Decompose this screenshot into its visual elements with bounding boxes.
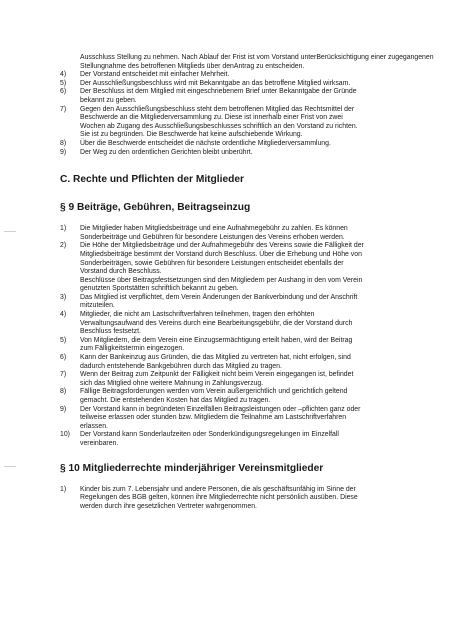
item-line: Sonderbeiträge und Gebühren für besondere Leistungen des Vereins erhoben werden. — [80, 233, 345, 241]
item-text — [80, 225, 438, 242]
item-number: 1) — [60, 225, 67, 233]
item-line: Der Vorstand entscheidet mit einfacher Mehrheit. — [80, 71, 230, 79]
list-item — [60, 431, 438, 448]
list-item — [60, 225, 438, 242]
item-line: erlassen. — [80, 422, 108, 430]
list-item — [60, 106, 438, 140]
item-line: Gegen den Ausschließungsbeschluss steht dem betroffenen Mitglied das Rechtsmittel der — [80, 105, 355, 113]
paragraph-10-heading: § 10 Mitgliederrechte minderjähriger Vereinsmitglieder — [60, 462, 324, 474]
list-exclusion-procedure — [60, 71, 438, 157]
item-line: Sonderbeiträgen, sowie Gebühren für besondere Leistungen entscheidet ebenfalls der — [80, 259, 344, 267]
item-text — [80, 80, 438, 89]
item-text — [80, 149, 438, 158]
item-number: 5) — [60, 336, 67, 344]
list-item — [60, 354, 438, 371]
item-text — [80, 242, 438, 294]
list-item — [60, 88, 438, 105]
item-line: sich das Mitglied ohne weitere Mahnung in Zahlungsverzug. — [80, 379, 264, 387]
item-number: 7) — [60, 371, 67, 379]
item-text — [80, 311, 438, 337]
item-number: 4) — [60, 311, 67, 319]
list-item — [60, 388, 438, 405]
intro-line: Antrag zu entscheiden. — [233, 62, 305, 70]
item-number: 3) — [60, 293, 67, 301]
section-heading: C. Rechte und Pflichten der Mitglieder — [60, 174, 244, 186]
item-line: Über die Beschwerde entscheidet die nächste ordentliche Mitgliederversammlung. — [80, 139, 331, 147]
item-line: bekannt zu geben. — [80, 96, 137, 104]
item-number: 6) — [60, 354, 67, 362]
item-line: zum Fälligkeitstermin eingezogen. — [80, 345, 185, 353]
item-line: Wenn der Beitrag zum Zeitpunkt der Fälligkeit nicht beim Verein eingegangen ist, befindet — [80, 371, 354, 379]
intro-paragraph — [80, 54, 438, 71]
item-line: Kinder bis zum 7. Lebensjahr und andere Personen, die als geschäftsunfähig im Sinne der — [80, 485, 356, 493]
item-line: Beschlüsse über Beitragsfestsetzungen sind den Mitgliedern per Aushang in den vom Verein — [80, 276, 363, 284]
item-number: 1) — [60, 485, 67, 493]
list-item — [60, 149, 438, 158]
list-item — [60, 294, 438, 311]
intro-line: Berücksichtigung einer zugegangenen Stellungnahme des betroffenen Mitglieds über den — [80, 54, 434, 70]
item-text — [80, 71, 438, 80]
item-text — [80, 371, 438, 388]
list-item — [60, 406, 438, 432]
item-line: Das Mitglied ist verpflichtet, dem Verein Änderungen der Bankverbindung und der Anschrift — [80, 293, 358, 301]
item-line: Die Mitglieder haben Mitgliedsbeiträge und eine Aufnahmegebühr zu zahlen. Es können — [80, 225, 348, 233]
item-text — [80, 406, 438, 432]
intro-line: Ausschluss Stellung zu nehmen. Nach Ablauf der Frist ist vom Vorstand unter — [80, 54, 317, 61]
item-line: genutzten Sportstätten schriftlich bekannt zu geben. — [80, 285, 239, 293]
item-line: werden durch ihre gesetzlichen Vertreter wahrgenommen. — [80, 502, 257, 510]
list-item — [60, 80, 438, 89]
item-line: teilweise erlassen oder stunden bzw. Mitgliedern die Teilnahme am Lastschriftverfahren — [80, 414, 347, 422]
list-item — [60, 337, 438, 354]
item-line: Regelungen des BGB gelten, können ihre Mitgliederrechte nicht persönlich ausüben. Diese — [80, 494, 358, 502]
item-number: 4) — [60, 71, 67, 79]
item-line: Mitgliedsbeiträge bestimmt der Vorstand durch Beschluss. Über die Erhebung und Höhe von — [80, 250, 362, 258]
item-line: Die Höhe der Mitgliedsbeiträge und der Aufnahmegebühr des Vereins sowie die Fälligkeit der — [80, 242, 364, 250]
item-text — [80, 486, 438, 512]
list-item — [60, 486, 438, 512]
item-number: 5) — [60, 79, 67, 87]
item-line: Der Ausschließungsbeschluss wird mit Bekanntgabe an das betroffene Mitglied wirksam. — [80, 79, 351, 87]
list-minor-rights — [60, 486, 438, 512]
item-text — [80, 388, 438, 405]
item-text — [80, 140, 438, 149]
item-text — [80, 106, 438, 140]
item-line: Beschwerde an die Mitgliederversammlung zu. Diese ist innerhalb einer Frist von zwei — [80, 114, 343, 122]
item-line: mitzuteilen. — [80, 302, 115, 310]
item-text — [80, 354, 438, 371]
list-item — [60, 140, 438, 149]
item-number: 7) — [60, 105, 67, 113]
item-line: vereinbaren. — [80, 439, 119, 447]
item-number: 10) — [60, 431, 70, 439]
item-line: Beschluss festsetzt. — [80, 328, 141, 336]
item-number: 9) — [60, 405, 67, 413]
item-number: 8) — [60, 388, 67, 396]
item-number: 6) — [60, 88, 67, 96]
list-item — [60, 71, 438, 80]
item-line: Vorstand durch Beschluss. — [80, 268, 162, 276]
item-line: Sie ist zu begründen. Die Beschwerde hat keine aufschiebende Wirkung. — [80, 131, 303, 139]
item-line: Der Weg zu den ordentlichen Gerichten bleibt unberührt. — [80, 148, 253, 156]
item-text — [80, 88, 438, 105]
item-line: Wochen ab Zugang des Ausschließungsbeschlusses schriftlich an den Vorstand zu richten. — [80, 122, 358, 130]
list-item — [60, 371, 438, 388]
item-number: 2) — [60, 242, 67, 250]
paragraph-9-heading: § 9 Beiträge, Gebühren, Beitragseinzug — [60, 202, 251, 214]
item-line: Mitglieder, die nicht am Lastschriftverfahren teilnehmen, tragen den erhöhten — [80, 311, 315, 319]
list-item — [60, 311, 438, 337]
item-number: 9) — [60, 148, 67, 156]
item-text — [80, 294, 438, 311]
scan-margin-mark — [4, 231, 16, 232]
document-body — [60, 54, 438, 511]
item-line: Fällige Beitragsforderungen werden vom Verein außergerichtlich und gerichtlich geltend — [80, 388, 348, 396]
item-line: Von Mitgliedern, die dem Verein eine Einzugsermächtigung erteilt haben, wird der Beitrag — [80, 336, 353, 344]
list-item — [60, 242, 438, 294]
item-text — [80, 431, 438, 448]
item-text — [80, 337, 438, 354]
item-line: Kann der Bankeinzug aus Gründen, die das Mitglied zu vertreten hat, nicht erfolgen, sind — [80, 354, 351, 362]
item-line: gemacht. Die entstehenden Kosten hat das Mitglied zu tragen. — [80, 397, 271, 404]
item-line: Der Vorstand kann Sonderlaufzeiten oder Sonderkündigungsregelungen im Einzelfall — [80, 431, 339, 439]
item-line: dadurch entstehende Bankgebühren durch das Mitglied zu tragen. — [80, 362, 282, 370]
item-line: Der Vorstand kann in begründeten Einzelfällen Beitragsleistungen oder –pflichten ganz oder — [80, 405, 361, 413]
item-line: Der Beschluss ist dem Mitglied mit eingeschriebenem Brief unter Bekanntgabe der Gründe — [80, 88, 357, 96]
scan-margin-mark — [4, 466, 16, 467]
list-fees — [60, 225, 438, 448]
item-line: Verwaltungsaufwand des Vereins durch eine Bearbeitungsgebühr, die der Vorstand durch — [80, 319, 353, 327]
item-number: 8) — [60, 139, 67, 147]
